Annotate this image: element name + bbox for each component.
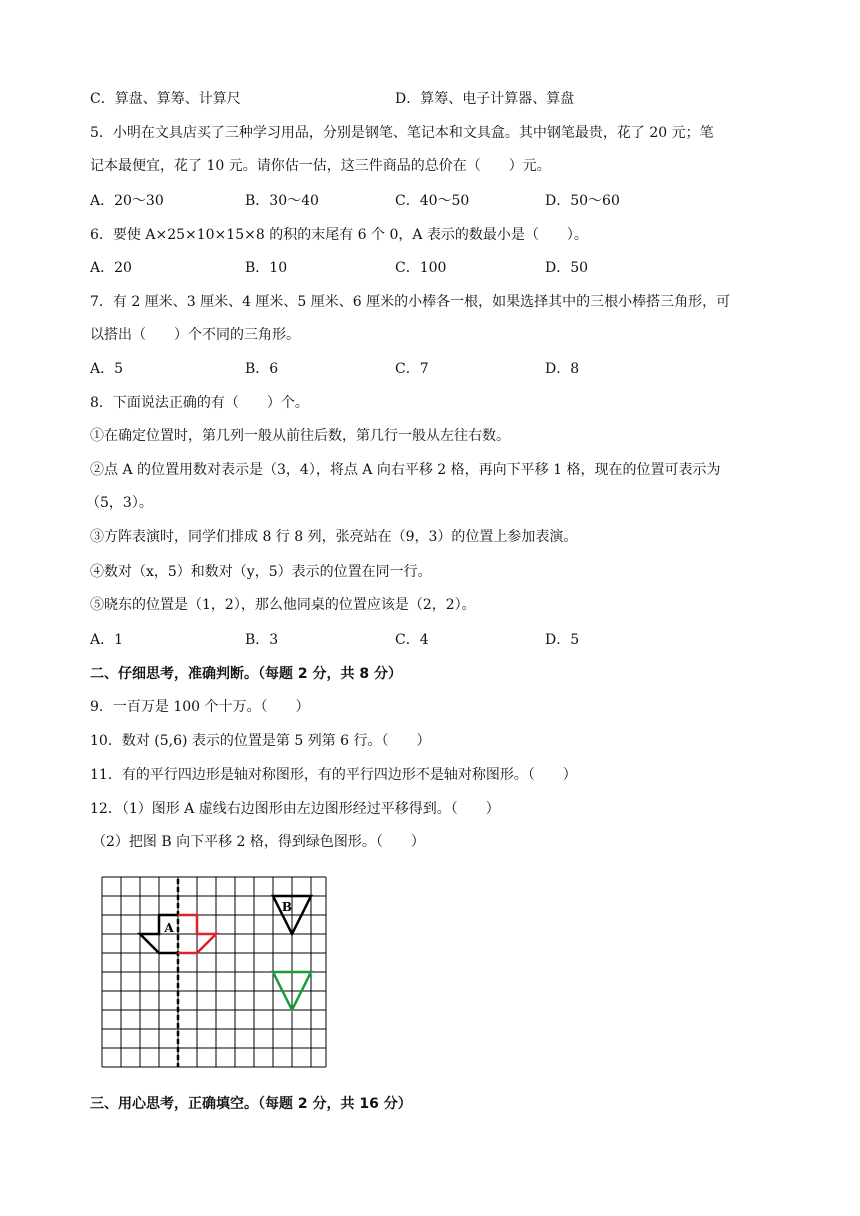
q8-stem: 8．下面说法正确的有（ ）个。 bbox=[90, 395, 309, 411]
q6-option-d: D．50 bbox=[545, 260, 589, 276]
q5-option-b: B．30～40 bbox=[245, 193, 319, 209]
q6-stem: 6．要使 A×25×10×15×8 的积的末尾有 6 个 0，A 表示的数最小是（ ）。 bbox=[90, 227, 588, 243]
q5-option-a: A．20～30 bbox=[90, 193, 164, 209]
q7-option-c: C．7 bbox=[395, 361, 429, 377]
q7-option-d: D．8 bbox=[545, 361, 580, 377]
q5-option-c: C．40～50 bbox=[395, 193, 470, 209]
q12-part2: （2）把图 B 向下平移 2 格，得到绿色图形。（ ） bbox=[92, 834, 425, 850]
translation-grid-figure bbox=[100, 875, 330, 1069]
q9: 9．一百万是 100 个十万。（ ） bbox=[90, 699, 310, 715]
q8-statement-5: ⑤晓东的位置是（1，2），那么他同桌的位置应该是（2，2）。 bbox=[90, 597, 476, 613]
q6-option-c: C．100 bbox=[395, 260, 447, 276]
q12-part1: 12．（1）图形 A 虚线右边图形由左边图形经过平移得到。（ ） bbox=[90, 801, 500, 817]
q8-option-b: B．3 bbox=[245, 632, 279, 648]
q5-option-d: D．50～60 bbox=[545, 193, 620, 209]
label-a: A bbox=[164, 921, 174, 935]
q8-statement-3: ③方阵表演时，同学们排成 8 行 8 列，张亮站在（9，3）的位置上参加表演。 bbox=[90, 529, 578, 545]
q5-stem-line2: 记本最便宜，花了 10 元。请你估一估，这三件商品的总价在（ ）元。 bbox=[90, 158, 551, 174]
q6-option-b: B．10 bbox=[245, 260, 288, 276]
q5-stem-line1: 5．小明在文具店买了三种学习用品，分别是钢笔、笔记本和文具盒。其中钢笔最贵，花了 20 元；笔 bbox=[90, 125, 714, 141]
q6-option-a: A．20 bbox=[90, 260, 132, 276]
q10: 10．数对 (5,6) 表示的位置是第 5 列第 6 行。（ ） bbox=[90, 733, 431, 749]
q8-option-c: C．4 bbox=[395, 632, 429, 648]
section2-title: 二、仔细思考，准确判断。（每题 2 分，共 8 分） bbox=[90, 666, 402, 682]
q8-option-d: D．5 bbox=[545, 632, 580, 648]
q8-statement-1: ①在确定位置时，第几列一般从前往后数，第几行一般从左往右数。 bbox=[90, 428, 510, 444]
q11: 11．有的平行四边形是轴对称图形，有的平行四边形不是轴对称图形。（ ） bbox=[90, 767, 577, 783]
section3-title: 三、用心思考，正确填空。（每题 2 分，共 16 分） bbox=[90, 1096, 412, 1112]
q8-statement-4: ④数对（x，5）和数对（y，5）表示的位置在同一行。 bbox=[90, 564, 432, 580]
q8-statement-2-line1: ②点 A 的位置用数对表示是（3，4），将点 A 向右平移 2 格，再向下平移 1 格，现在的位置可表示为 bbox=[90, 462, 721, 478]
label-b: B bbox=[281, 900, 293, 914]
q8-option-a: A．1 bbox=[90, 632, 124, 648]
q4-option-d: D．算筹、电子计算器、算盘 bbox=[395, 91, 575, 107]
q7-option-a: A．5 bbox=[90, 361, 124, 377]
q7-stem-line1: 7．有 2 厘米、3 厘米、4 厘米、5 厘米、6 厘米的小棒各一根，如果选择其中的三根小棒搭三角形，可 bbox=[90, 294, 731, 310]
q7-stem-line2: 以搭出（ ）个不同的三角形。 bbox=[90, 327, 300, 343]
q8-statement-2-line2: （5，3）。 bbox=[86, 495, 153, 511]
q7-option-b: B．6 bbox=[245, 361, 279, 377]
q4-option-c: C．算盘、算筹、计算尺 bbox=[90, 91, 241, 107]
